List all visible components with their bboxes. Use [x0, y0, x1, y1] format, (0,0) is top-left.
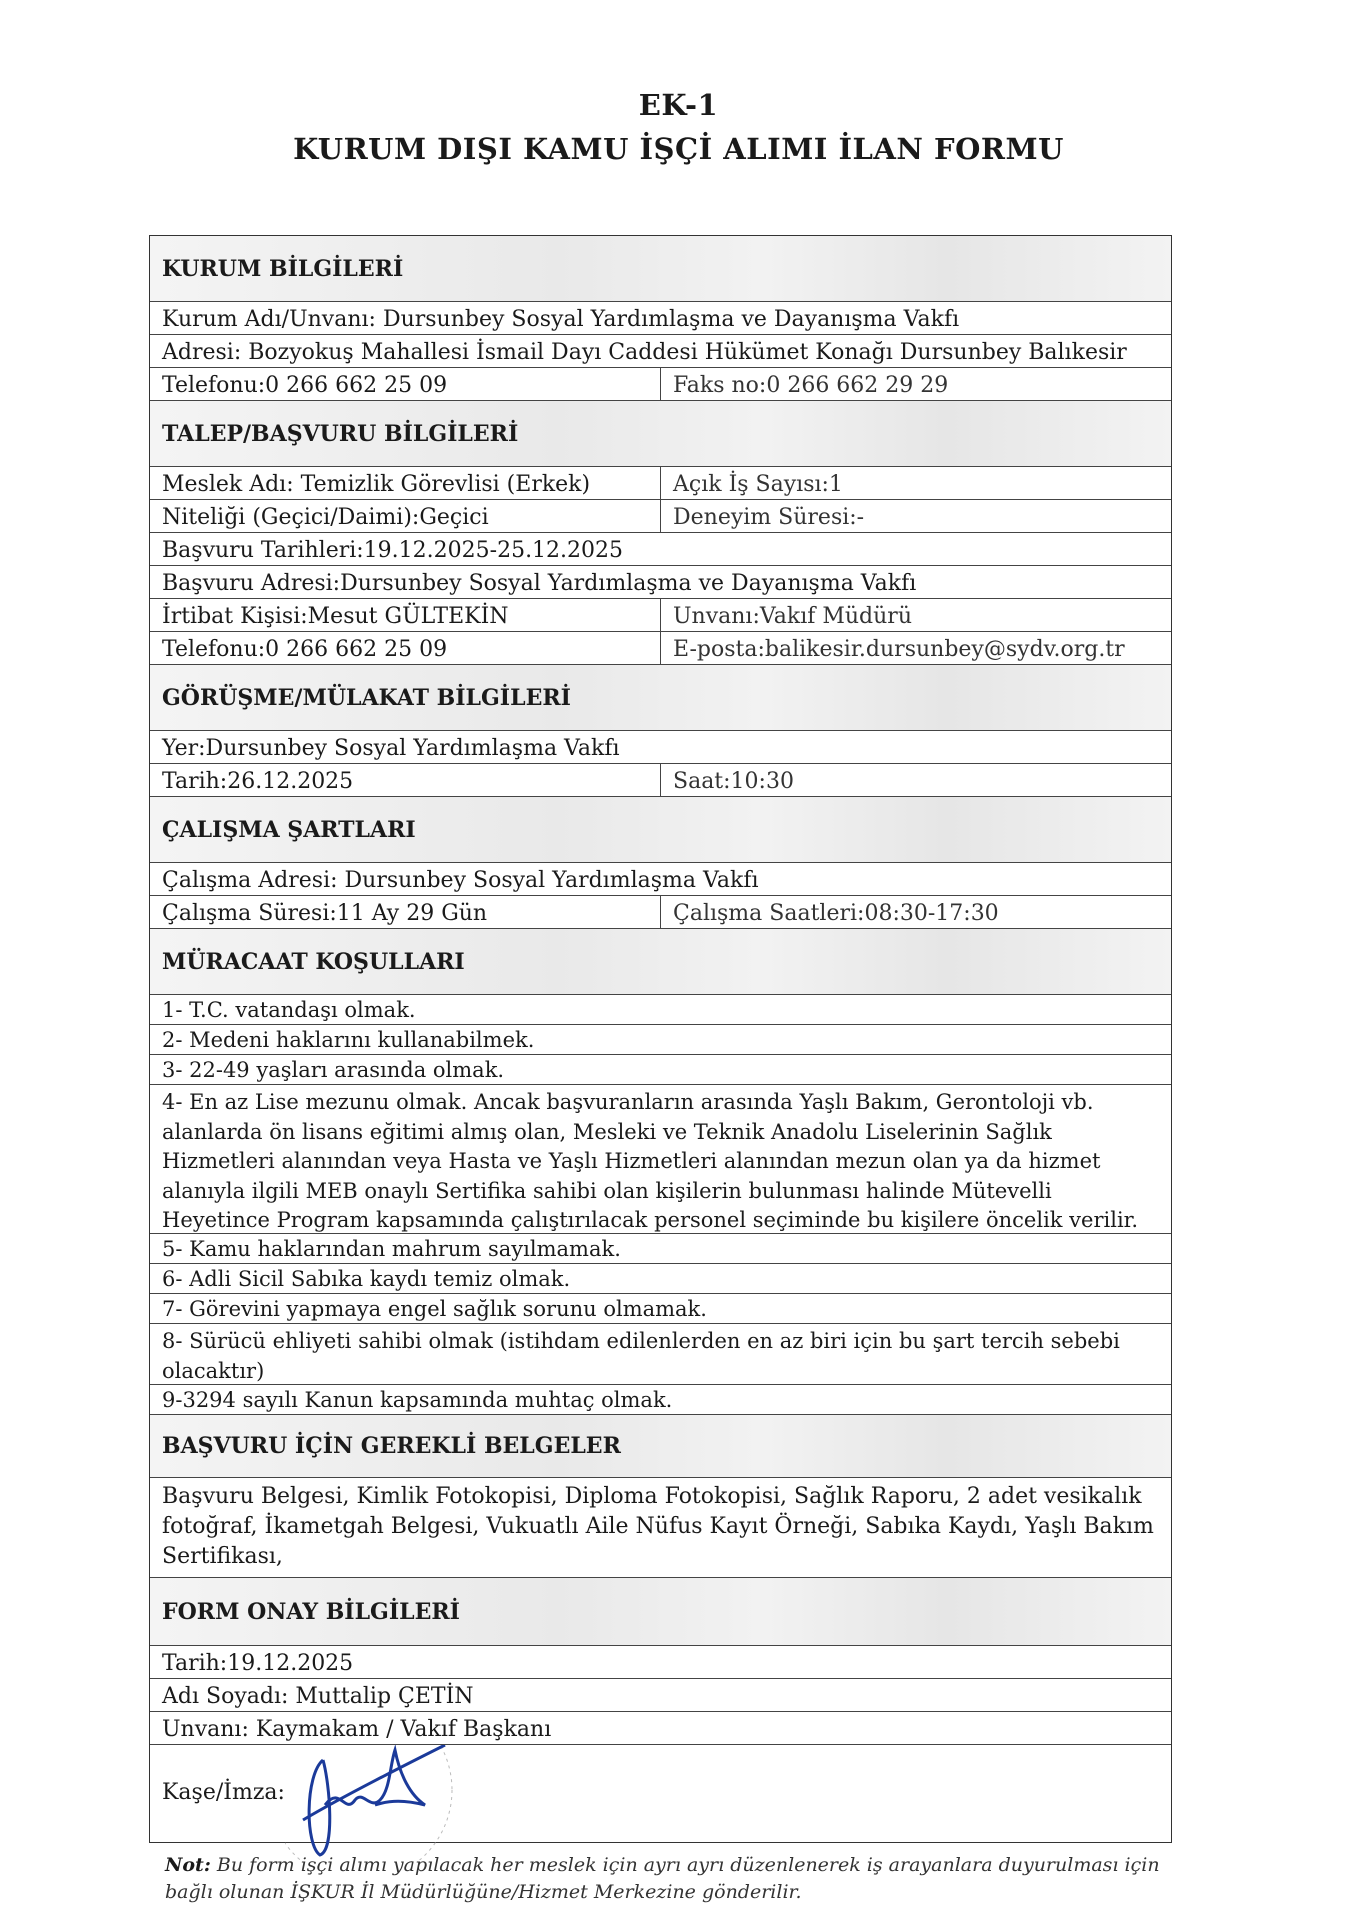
- experience: Deneyim Süresi:-: [673, 505, 865, 530]
- signature-stroke: [303, 1745, 445, 1820]
- section-heading: FORM ONAY BİLGİLERİ: [162, 1598, 460, 1625]
- annex-label: EK-1: [638, 88, 719, 122]
- approval-date: Tarih:19.12.2025: [162, 1651, 354, 1676]
- contact-phone: Telefonu:0 266 662 25 09: [150, 632, 661, 664]
- condition-item: 3- 22-49 yaşları arasında olmak.: [162, 1058, 505, 1082]
- work-hours: Çalışma Saatleri:08:30-17:30: [673, 901, 999, 926]
- required-documents: Başvuru Belgesi, Kimlik Fotokopisi, Diploma Fotokopisi, Sağlık Raporu, 2 adet vesikalık fotoğraf, İkametgah Belgesi, Vukuatlı Aile Nüfus Kayıt Örneği, Sabıka Kaydı, Yaşlı Bakım Sertifikası,: [162, 1484, 1154, 1569]
- condition-item: 2- Medeni haklarını kullanabilmek.: [162, 1028, 535, 1052]
- condition-item: 9-3294 sayılı Kanun kapsamında muhtaç olmak.: [162, 1388, 673, 1412]
- occupation: Meslek Adı: Temizlik Görevlisi (Erkek): [150, 467, 661, 499]
- form-title: KURUM DIŞI KAMU İŞÇİ ALIMI İLAN FORMU: [293, 132, 1064, 166]
- section-onay: [150, 1578, 1171, 1646]
- section-talep: [150, 401, 1171, 467]
- stamp-signature-label: Kaşe/İmza:: [162, 1780, 285, 1805]
- interview-time: Saat:10:30: [673, 769, 794, 794]
- section-kurum: [150, 236, 1171, 302]
- work-duration: Çalışma Süresi:11 Ay 29 Gün: [150, 896, 661, 928]
- application-address: Başvuru Adresi:Dursunbey Sosyal Yardımlaşma ve Dayanışma Vakfı: [162, 571, 917, 596]
- signature-image: [285, 1745, 475, 1860]
- institution-name: Kurum Adı/Unvanı: Dursunbey Sosyal Yardımlaşma ve Dayanışma Vakfı: [162, 307, 960, 332]
- condition-item: 7- Görevini yapmaya engel sağlık sorunu olmamak.: [162, 1297, 707, 1321]
- condition-item: 5- Kamu haklarından mahrum sayılmamak.: [162, 1237, 621, 1261]
- contact-email: E-posta:balikesir.dursunbey@sydv.org.tr: [673, 637, 1125, 662]
- condition-item: 8- Sürücü ehliyeti sahibi olmak (istihdam edilenlerden en az biri için bu şart tercih sebebi olacaktır): [162, 1329, 1120, 1383]
- footnote: [165, 1852, 1195, 1906]
- interview-date: Tarih:26.12.2025: [150, 764, 661, 796]
- application-dates: Başvuru Tarihleri:19.12.2025-25.12.2025: [162, 538, 624, 563]
- condition-item: 4- En az Lise mezunu olmak. Ancak başvuranların arasında Yaşlı Bakım, Gerontoloji vb. alanlarda ön lisans eğitimi almış olan, Mesleki ve Teknik Anadolu Liselerinin Sağlık Hizmetleri alanından veya Hasta ve Yaşlı Hizmetleri alanından mezun olan ya da hizmet alanıyla ilgili MEB onaylı Sertifika sahibi olan kişilerin bulunması halinde Mütevelli Heyetince Program kapsamında çalıştırılacak personel seçiminde bu kişilere öncelik verilir.: [162, 1090, 1139, 1232]
- work-address: Çalışma Adresi: Dursunbey Sosyal Yardımlaşma Vakfı: [162, 868, 759, 893]
- institution-phone: Telefonu:0 266 662 25 09: [150, 368, 661, 400]
- signature-stroke: [309, 1750, 425, 1855]
- note-label: Not:: [165, 1854, 211, 1876]
- section-heading: GÖRÜŞME/MÜLAKAT BİLGİLERİ: [162, 684, 571, 711]
- institution-address: Adresi: Bozyokuş Mahallesi İsmail Dayı Caddesi Hükümet Konağı Dursunbey Balıkesir: [162, 340, 1127, 365]
- section-gorusme: [150, 665, 1171, 731]
- condition-item: 1- T.C. vatandaşı olmak.: [162, 998, 416, 1022]
- interview-location: Yer:Dursunbey Sosyal Yardımlaşma Vakfı: [162, 736, 620, 761]
- section-heading: ÇALIŞMA ŞARTLARI: [162, 816, 416, 843]
- contact-person: İrtibat Kişisi:Mesut GÜLTEKİN: [150, 599, 661, 631]
- section-heading: BAŞVURU İÇİN GEREKLİ BELGELER: [162, 1433, 621, 1459]
- institution-fax: Faks no:0 266 662 29 29: [673, 373, 949, 398]
- contact-title: Unvanı:Vakıf Müdürü: [673, 604, 912, 629]
- section-muracaat: [150, 929, 1171, 995]
- approver-title: Unvanı: Kaymakam / Vakıf Başkanı: [162, 1717, 552, 1742]
- approver-name: Adı Soyadı: Muttalip ÇETİN: [162, 1684, 474, 1709]
- section-belgeler: [150, 1415, 1171, 1478]
- section-heading: TALEP/BAŞVURU BİLGİLERİ: [162, 420, 519, 447]
- note-text: Bu form işçi alımı yapılacak her meslek için ayrı ayrı düzenlenerek iş arayanlara duyurulması için bağlı olunan İŞKUR İl Müdürlüğüne/Hizmet Merkezine gönderilir.: [165, 1854, 1160, 1903]
- section-heading: KURUM BİLGİLERİ: [162, 255, 404, 282]
- employment-type: Niteliği (Geçici/Daimi):Geçici: [150, 500, 661, 532]
- section-heading: MÜRACAAT KOŞULLARI: [162, 948, 465, 975]
- open-positions: Açık İş Sayısı:1: [673, 472, 843, 497]
- condition-item: 6- Adli Sicil Sabıka kaydı temiz olmak.: [162, 1267, 571, 1291]
- announcement-form: [149, 235, 1172, 1843]
- section-calisma: [150, 797, 1171, 863]
